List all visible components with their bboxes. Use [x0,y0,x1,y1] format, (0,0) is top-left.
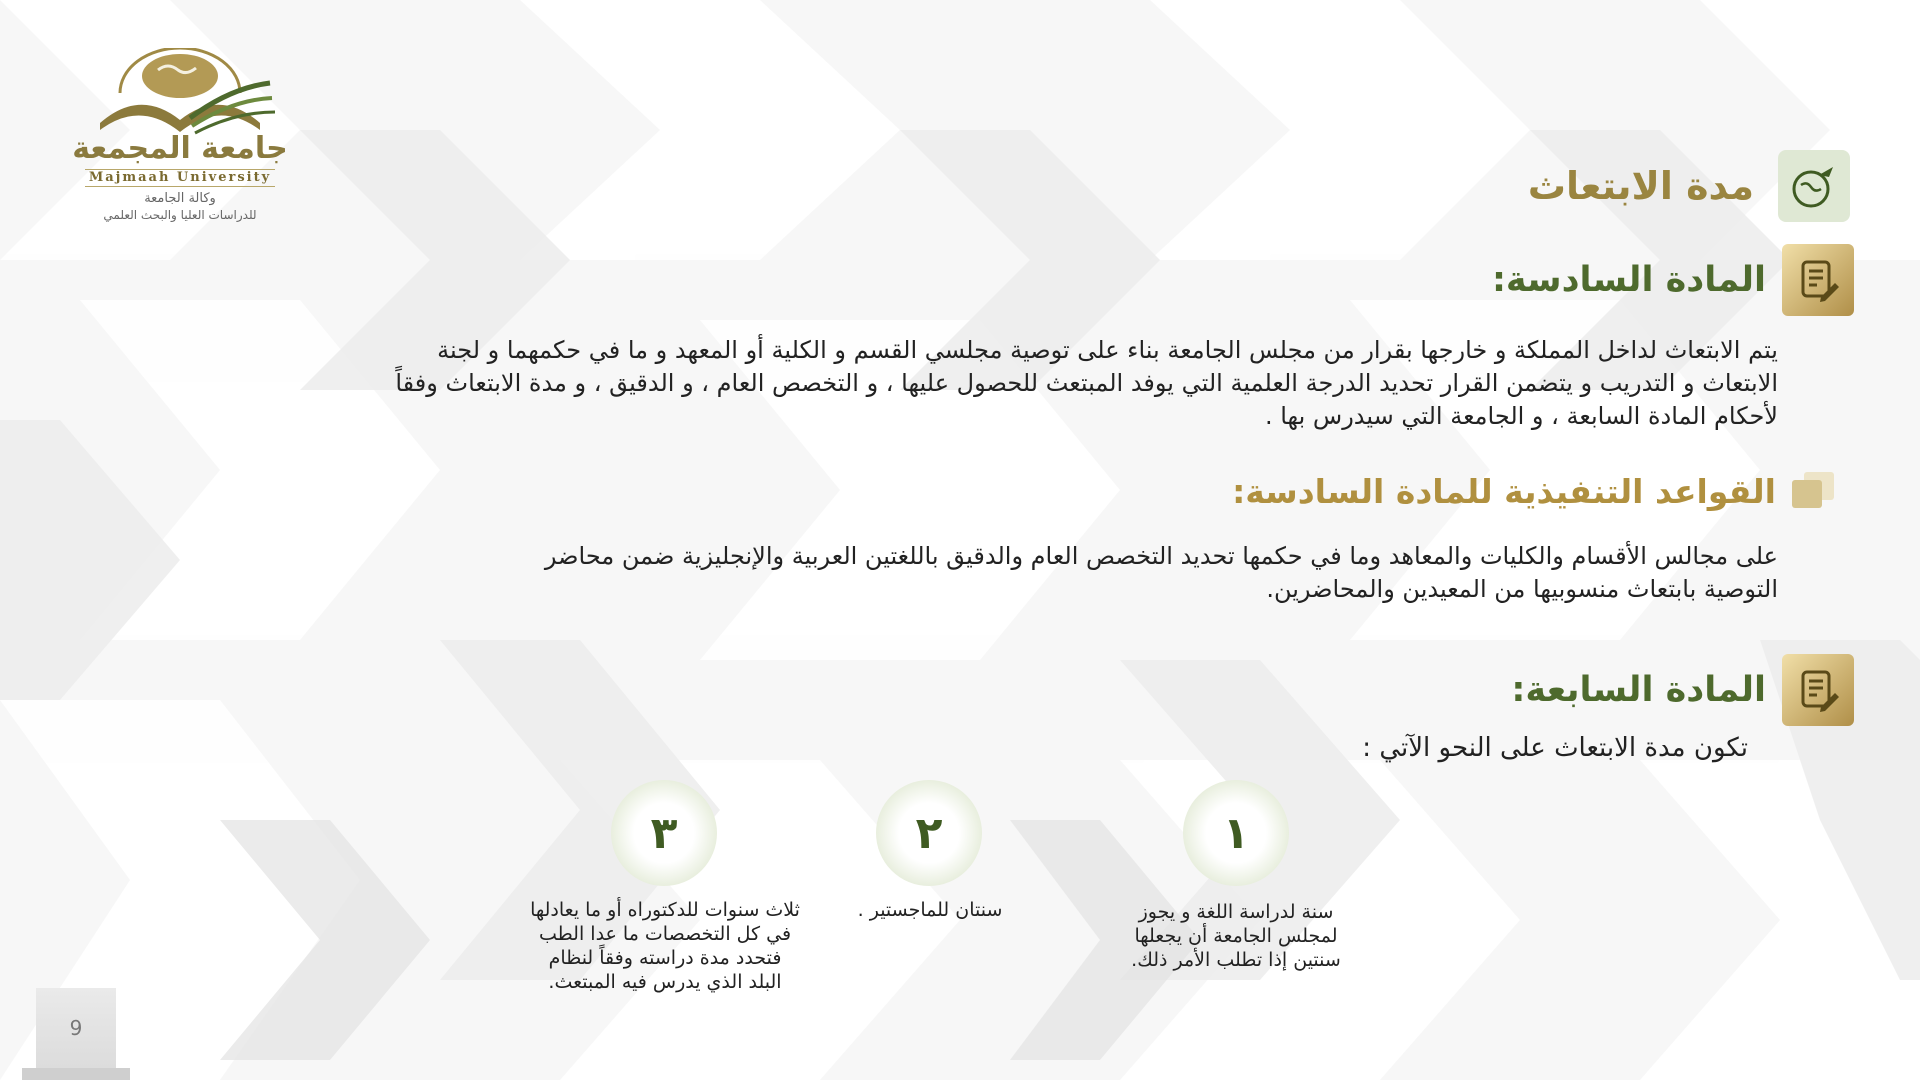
step-3-text [490,898,840,994]
step-3-line: البلد الذي يدرس فيه المبتعث. [548,971,782,993]
step-3-line: ثلاث سنوات للدكتوراه أو ما يعادلها [530,899,800,921]
section-header [1528,150,1850,222]
step-1-circle: ١ [1183,780,1289,886]
logo-name-arabic: جامعة المجمعة [72,131,288,166]
step-1-line: سنة لدراسة اللغة و يجوز [1138,901,1334,923]
step-3-circle: ٣ [611,780,717,886]
step-1-line: سنتين إذا تطلب الأمر ذلك. [1131,949,1341,971]
article6-line: الابتعاث و التدريب و يتضمن القرار تحديد الدرجة العلمية التي يوفد المبتعث للحصول عليها ، و التخصص العام ، و الدقيق ، و مدة الابتعاث وفقاً [395,369,1778,397]
article6-line: لأحكام المادة السابعة ، و الجامعة التي سيدرس بها . [1264,402,1778,430]
step-1-text [1076,900,1396,972]
article6-line: يتم الابتعاث لداخل المملكة و خارجها بقرار من مجلس الجامعة بناء على توصية مجلسي القسم و الكلية أو المعهد و ما في حكمهما و لجنة [437,336,1778,364]
step-2-line: سنتان للماجستير . [857,899,1003,921]
step-3-line: في كل التخصصات ما عدا الطب [538,923,792,945]
rules-line: على مجالس الأقسام والكليات والمعاهد وما في حكمها تحديد التخصص العام والدقيق باللغتين العربية والإنجليزية ضمن محاضر [544,542,1778,570]
page-number: 9 [36,988,116,1068]
article6-body [158,334,1778,433]
article7-intro: تكون مدة الابتعاث على النحو الآتي : [1362,733,1748,763]
article7-heading: المادة السابعة: [1511,670,1766,710]
logo-name-english: Majmaah University [85,169,275,187]
article6-header [1492,244,1854,316]
globe-plane-icon [1778,150,1850,222]
rules-heading: القواعد التنفيذية للمادة السادسة: [1232,471,1776,511]
logo-department-line2: للدراسات العليا والبحث العلمي [103,208,257,222]
document-pen-icon [1782,654,1854,726]
article6-heading: المادة السادسة: [1491,260,1766,300]
rules-line: التوصية بابتعاث منسوبيها من المعيدين والمحاضرين. [1266,575,1778,603]
logo-department-line1: وكالة الجامعة [144,191,216,206]
step-3-line: فتحدد مدة دراسته وفقاً لنظام [548,947,782,969]
step-1-line: لمجلس الجامعة أن يجعلها [1134,925,1338,947]
rules-body [218,540,1778,606]
stacked-squares-icon [1790,470,1836,512]
article7-header [1511,654,1854,726]
rules-header [1232,470,1836,512]
document-pen-icon [1782,244,1854,316]
page-number-strip [22,1068,130,1080]
university-logo [60,48,300,238]
step-2-circle: ٢ [876,780,982,886]
section-title: مدة الابتعاث [1527,164,1754,208]
open-book-globe-icon [80,48,280,138]
